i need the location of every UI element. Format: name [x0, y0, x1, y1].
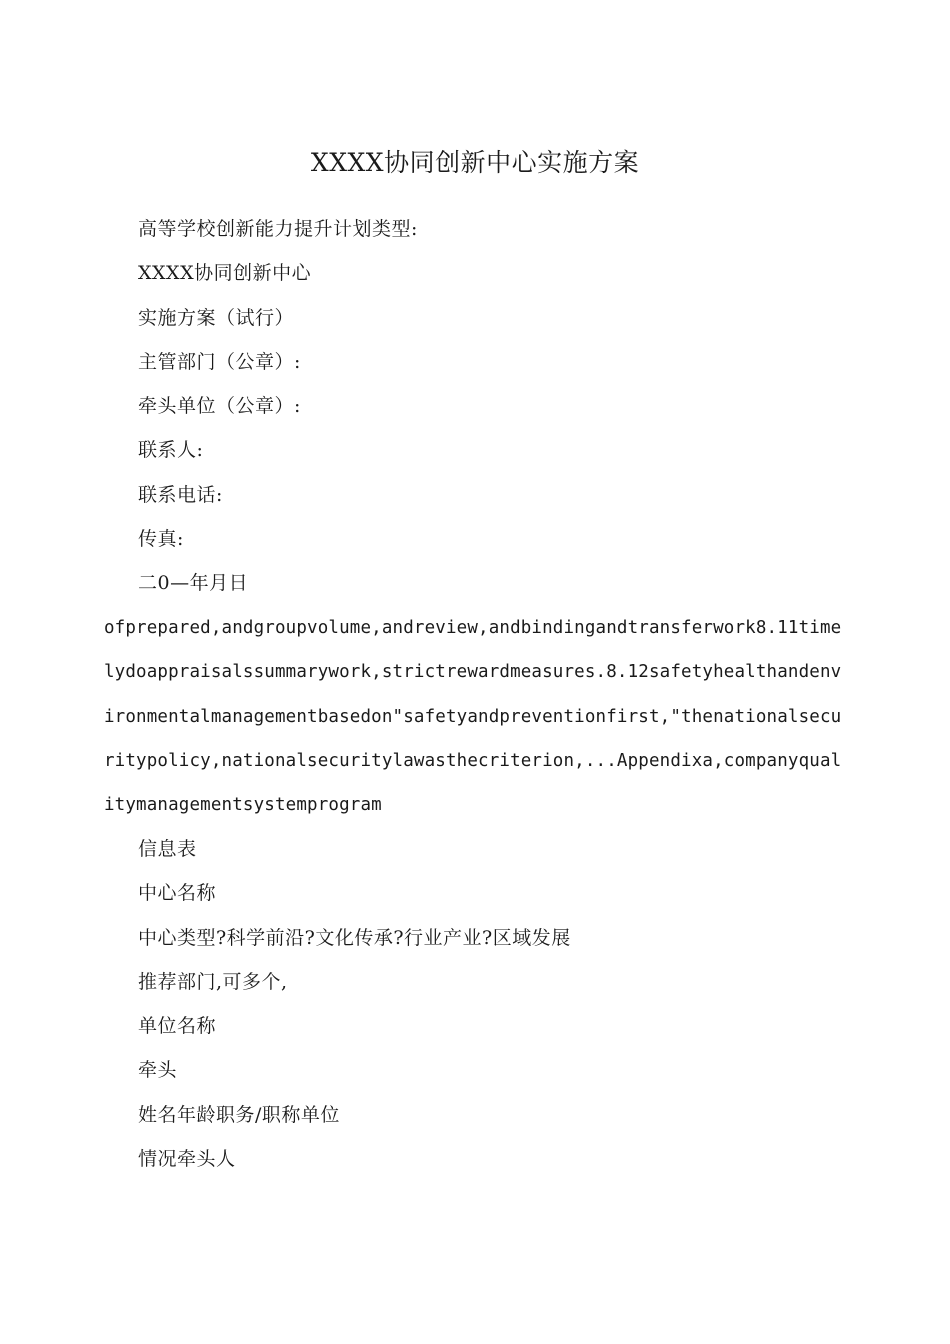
unit-name-label: 单位名称 [138, 1015, 217, 1038]
person-fields-line: 姓名年龄职务/职称单位 [138, 1103, 340, 1126]
document-title: XXXX协同创新中心实施方案 [310, 148, 640, 177]
supervising-dept-line: 主管部门（公章）: [138, 350, 301, 373]
date-line: 二0—年月日 [138, 572, 249, 595]
center-name-line: XXXX协同创新中心 [138, 262, 312, 285]
lead-person-line: 情况牵头人 [138, 1148, 236, 1171]
contact-phone-line: 联系电话: [138, 483, 223, 506]
info-block [0, 827, 950, 1181]
info-table-heading: 信息表 [138, 838, 197, 860]
english-paragraph: ofprepared,andgroupvolume,andreview,andbindingandtransferwork8.11timelydoappraisalssummarywork,strictrewardmeasures.8.12safetyhealthandenvironmentalmanagementbasedon"safetyandpreventionfirst,"thenationalsecuritypolicy,nationalsecuritylawasthecriterion,...Appendixa,companyqualitymanagementsystemprogram [104, 618, 842, 816]
plan-type-line: 高等学校创新能力提升计划类型: [138, 218, 418, 240]
lead-label: 牵头 [138, 1059, 178, 1082]
contact-person-line: 联系人: [138, 439, 204, 462]
header-block [0, 207, 950, 606]
fax-line: 传真: [138, 528, 184, 551]
center-name-label: 中心名称 [138, 882, 217, 905]
plan-subtitle-line: 实施方案（试行） [138, 306, 295, 329]
recommending-dept-line: 推荐部门,可多个, [138, 970, 288, 993]
lead-unit-line: 牵头单位（公章）: [138, 395, 301, 418]
center-type-line: 中心类型?科学前沿?文化传承?行业产业?区域发展 [138, 926, 571, 949]
